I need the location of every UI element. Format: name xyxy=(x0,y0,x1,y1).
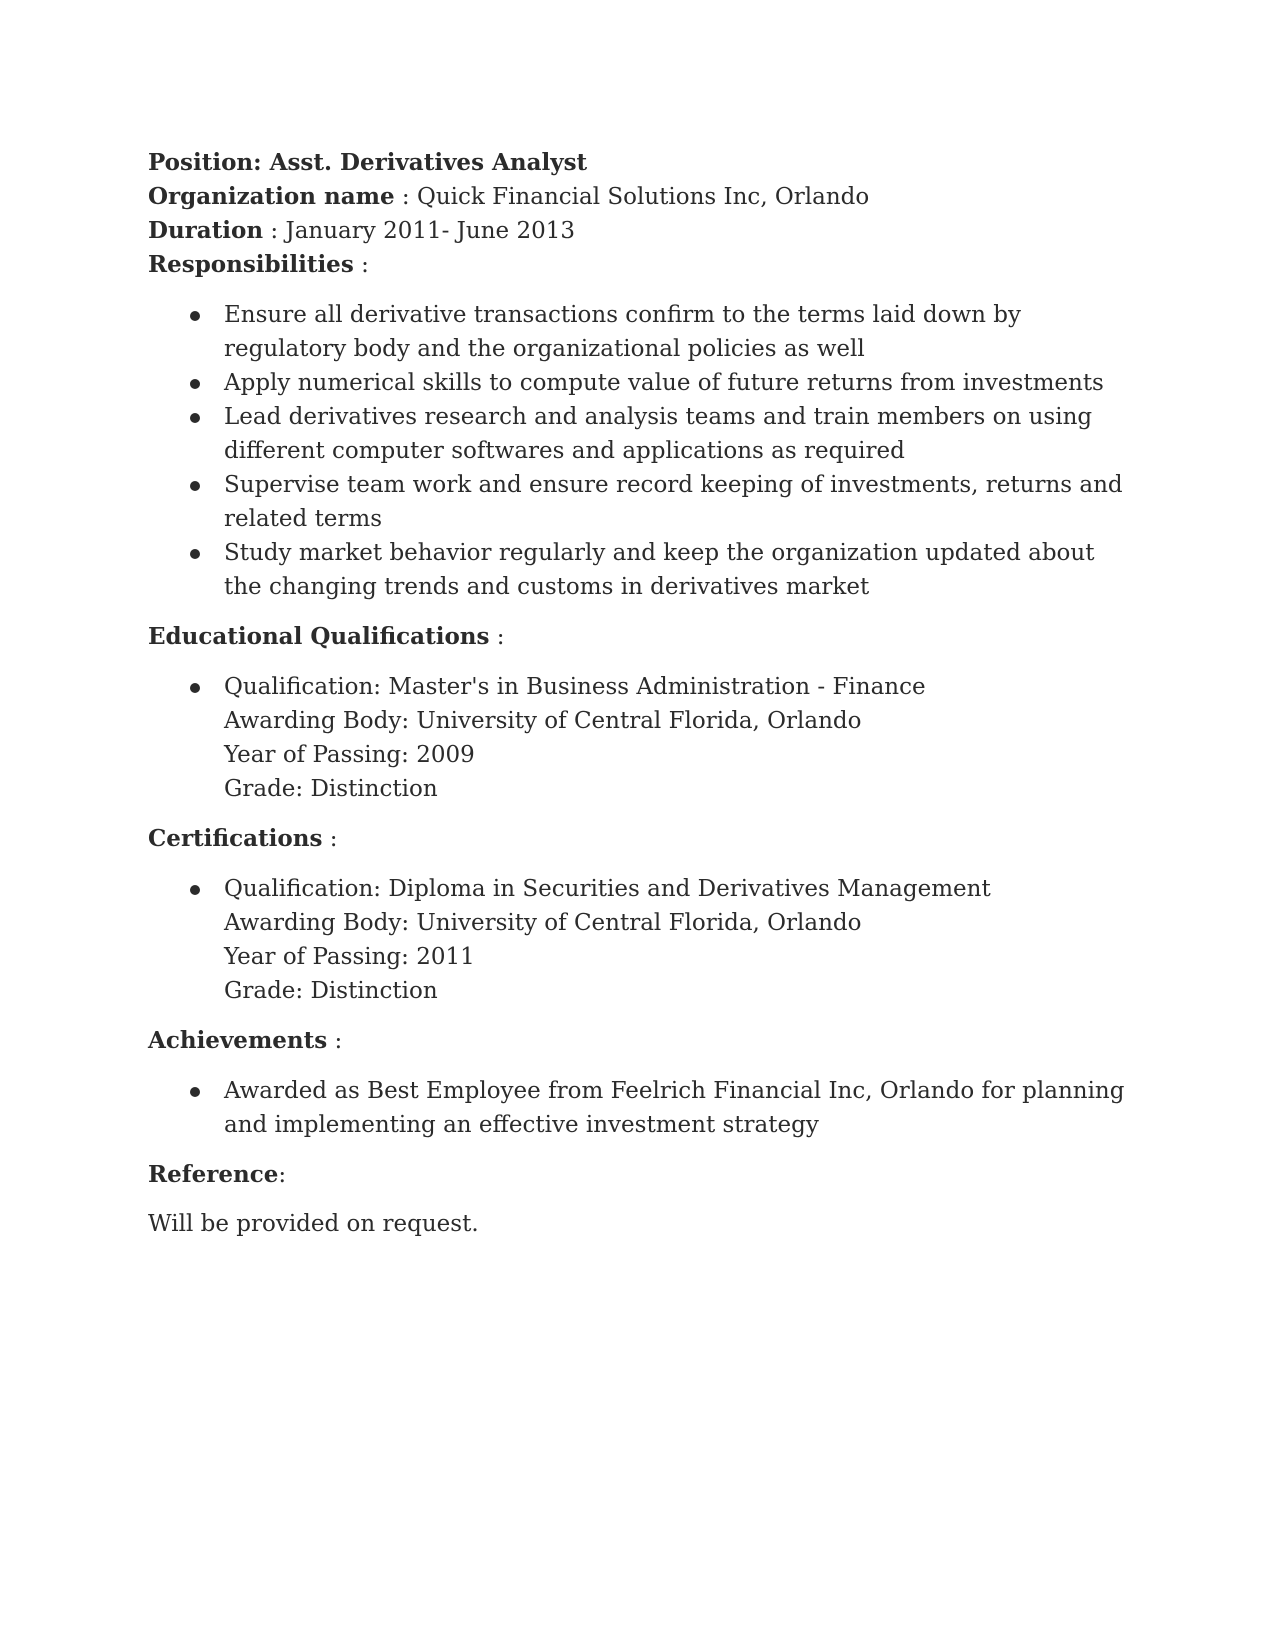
education-awarding-body: Awarding Body: University of Central Florida, Orlando xyxy=(224,708,862,734)
education-list xyxy=(148,670,1138,806)
achievement-text: Awarded as Best Employee from Feelrich Financial Inc, Orlando for planning and implementing an effective investment strategy xyxy=(224,1078,1125,1138)
achievements-heading xyxy=(148,1024,1138,1058)
responsibility-text: Apply numerical skills to compute value of future returns from investments xyxy=(224,370,1104,396)
duration-value: : January 2011- June 2013 xyxy=(263,218,575,244)
list-item xyxy=(148,468,1138,536)
duration-label: Duration xyxy=(148,217,264,244)
bullet-icon xyxy=(190,413,200,423)
achievements-colon: : xyxy=(327,1028,343,1054)
achievements-label: Achievements xyxy=(148,1027,328,1054)
list-item xyxy=(148,298,1138,366)
certifications-label: Certifications xyxy=(148,825,323,852)
resume-page xyxy=(148,146,1138,1241)
certification-awarding-body: Awarding Body: University of Central Florida, Orlando xyxy=(224,910,862,936)
achievements-list xyxy=(148,1074,1138,1142)
certifications-heading xyxy=(148,822,1138,856)
bullet-icon xyxy=(190,549,200,559)
responsibilities-label: Responsibilities xyxy=(148,251,354,278)
bullet-icon xyxy=(190,379,200,389)
list-item xyxy=(148,872,1138,1008)
education-year: Year of Passing: 2009 xyxy=(224,742,475,768)
reference-label: Reference xyxy=(148,1161,279,1188)
certifications-list xyxy=(148,872,1138,1008)
list-item xyxy=(148,400,1138,468)
certification-grade: Grade: Distinction xyxy=(224,978,438,1004)
education-grade: Grade: Distinction xyxy=(224,776,438,802)
list-item xyxy=(148,536,1138,604)
responsibilities-colon: : xyxy=(353,252,369,278)
list-item xyxy=(148,1074,1138,1142)
responsibility-text: Study market behavior regularly and keep the organization updated about the changing trends and customs in derivatives market xyxy=(224,540,1095,600)
education-qualification: Qualification: Master's in Business Administration - Finance xyxy=(224,674,926,700)
responsibilities-heading xyxy=(148,248,1138,282)
responsibility-text: Lead derivatives research and analysis teams and train members on using different computer softwares and applications as required xyxy=(224,404,1093,464)
responsibility-text: Ensure all derivative transactions confirm to the terms laid down by regulatory body and the organizational policies as well xyxy=(224,302,1022,362)
duration-line xyxy=(148,214,1138,248)
position-title: Position: Asst. Derivatives Analyst xyxy=(148,149,588,176)
bullet-icon xyxy=(190,885,200,895)
education-heading xyxy=(148,620,1138,654)
bullet-icon xyxy=(190,481,200,491)
bullet-icon xyxy=(190,311,200,321)
list-item xyxy=(148,670,1138,806)
certification-year: Year of Passing: 2011 xyxy=(224,944,475,970)
education-colon: : xyxy=(489,624,505,650)
bullet-icon xyxy=(190,1087,200,1097)
responsibilities-list xyxy=(148,298,1138,604)
organization-label: Organization name xyxy=(148,183,395,210)
bullet-icon xyxy=(190,683,200,693)
organization-line xyxy=(148,180,1138,214)
education-label: Educational Qualifications xyxy=(148,623,490,650)
organization-value: : Quick Financial Solutions Inc, Orlando xyxy=(394,184,870,210)
reference-text: Will be provided on request. xyxy=(148,1211,479,1237)
certification-qualification: Qualification: Diploma in Securities and Derivatives Management xyxy=(224,876,991,902)
reference-colon: : xyxy=(278,1162,287,1188)
certifications-colon: : xyxy=(322,826,338,852)
list-item xyxy=(148,366,1138,400)
reference-heading xyxy=(148,1158,1138,1192)
responsibility-text: Supervise team work and ensure record keeping of investments, returns and related terms xyxy=(224,472,1123,532)
